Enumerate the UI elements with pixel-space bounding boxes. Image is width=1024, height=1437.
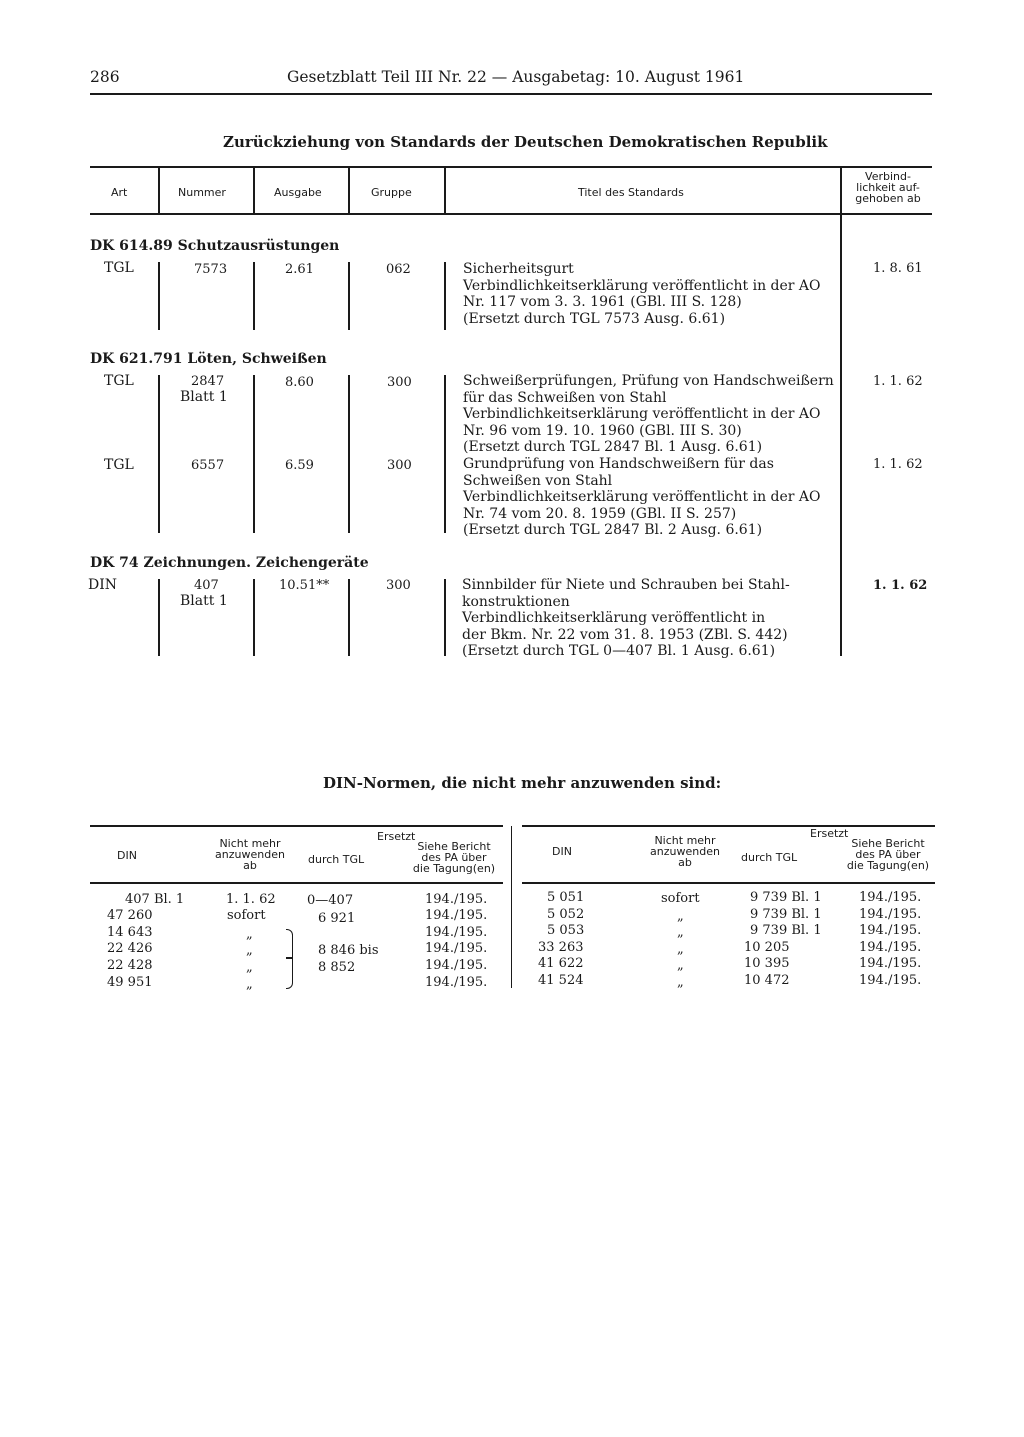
- row-gruppe: 300: [387, 375, 412, 390]
- row-titel-line: Verbindlichkeitserklärung veröffentlicht in der AO: [463, 406, 821, 422]
- din-right-col-bericht-line2: des PA über: [855, 848, 921, 861]
- din-right-ab: „: [677, 958, 684, 973]
- din-right-din: 41 524: [538, 973, 584, 988]
- din-left-col-nicht-mehr: [200, 838, 300, 871]
- row-sep: [158, 375, 160, 533]
- din-left-ab: „: [246, 960, 253, 975]
- col-sep-titel-body: [840, 214, 842, 656]
- row-nummer: 2847: [191, 374, 225, 389]
- row-titel-line: der Bkm. Nr. 22 vom 31. 8. 1953 (ZBl. S. 442): [462, 626, 788, 643]
- din-right-din: 5 052: [547, 907, 585, 922]
- din-right-col-nicht-mehr-line1: Nicht mehr: [654, 834, 716, 847]
- din-left-tgl: 6 921: [318, 911, 356, 926]
- din-left-bericht: 194./195.: [425, 958, 488, 973]
- din-left-col-bericht-line3: die Tagung(en): [412, 862, 496, 875]
- din-left-tgl: 0—407: [307, 893, 354, 908]
- row-titel-line: Sinnbilder für Niete und Schrauben bei Stahl-: [462, 577, 790, 593]
- row-titel-line: Schweißen von Stahl: [463, 472, 613, 489]
- col-sep-gruppe: [444, 168, 446, 213]
- row-ausgabe: 10.51**: [279, 578, 330, 593]
- din-left-tgl: 8 846 bis: [318, 943, 379, 958]
- row-titel: [463, 456, 821, 539]
- din-right-ab: „: [677, 909, 684, 924]
- row-sep: [158, 262, 160, 330]
- row-sep: [444, 375, 446, 533]
- row-aufgehoben: 1. 1. 62: [873, 578, 928, 593]
- row-sep: [444, 579, 446, 656]
- row-titel-line: (Ersetzt durch TGL 7573 Ausg. 6.61): [463, 310, 726, 327]
- row-titel-line: Nr. 96 vom 19. 10. 1960 (GBl. III S. 30): [463, 422, 742, 439]
- table-top-rule: [90, 166, 932, 168]
- row-art: TGL: [104, 457, 134, 473]
- col-header-gruppe: Gruppe: [371, 186, 412, 199]
- row-nummer-blatt: Blatt 1: [180, 389, 228, 405]
- col-header-aufgehoben-line2: lichkeit auf-: [856, 181, 920, 194]
- col-sep-art: [158, 168, 160, 213]
- row-sep: [348, 375, 350, 533]
- row-titel: [462, 577, 790, 660]
- din-left-col-bericht-line1: Siehe Bericht: [417, 840, 491, 853]
- col-header-aufgehoben-line1: Verbind-: [865, 170, 911, 183]
- din-right-bericht: 194./195.: [859, 956, 922, 971]
- col-sep-nummer: [253, 168, 255, 213]
- row-aufgehoben: 1. 1. 62: [873, 374, 923, 389]
- din-right-col-din: DIN: [552, 845, 572, 858]
- din-right-bericht: 194./195.: [859, 907, 922, 922]
- din-left-din: 47 260: [107, 908, 153, 923]
- row-art: TGL: [104, 260, 134, 276]
- din-left-ab: sofort: [227, 908, 266, 923]
- din-right-tgl: 10 395: [744, 956, 790, 971]
- row-sep: [253, 579, 255, 656]
- row-ausgabe: 8.60: [285, 375, 314, 390]
- din-right-bericht: 194./195.: [859, 890, 922, 905]
- din-right-din: 5 053: [547, 923, 585, 938]
- din-left-din: 22 428: [107, 958, 153, 973]
- row-sep: [444, 262, 446, 330]
- din-right-ab: „: [677, 975, 684, 990]
- din-right-tgl: 9 739 Bl. 1: [750, 923, 822, 938]
- din-right-bericht: 194./195.: [859, 973, 922, 988]
- din-left-col-nicht-mehr-line1: Nicht mehr: [219, 837, 281, 850]
- din-left-din: 407 Bl. 1: [125, 892, 185, 907]
- din-left-col-bericht: [404, 841, 504, 874]
- din-right-col-bericht-line3: die Tagung(en): [846, 859, 930, 872]
- din-left-col-ersetzt: Ersetzt: [377, 830, 416, 843]
- din-right-din: 41 622: [538, 956, 584, 971]
- row-nummer: 6557: [191, 458, 225, 473]
- din-right-din: 33 263: [538, 940, 584, 955]
- row-art: DIN: [88, 577, 118, 593]
- din-right-tgl: 9 739 Bl. 1: [750, 890, 822, 905]
- din-left-bericht: 194./195.: [425, 941, 488, 956]
- din-right-tgl: 10 205: [744, 940, 790, 955]
- din-left-din: 22 426: [107, 941, 153, 956]
- col-sep-titel: [840, 168, 842, 213]
- row-titel-line: (Ersetzt durch TGL 2847 Bl. 2 Ausg. 6.61): [463, 522, 763, 538]
- row-gruppe: 300: [387, 458, 412, 473]
- row-aufgehoben: 1. 1. 62: [873, 457, 923, 472]
- din-right-col-nicht-mehr-line2: anzuwenden: [650, 845, 720, 858]
- din-left-header-rule: [90, 882, 503, 884]
- din-left-tgl: 8 852: [318, 960, 356, 975]
- din-right-bericht: 194./195.: [859, 940, 922, 955]
- din-left-top-rule: [90, 825, 503, 827]
- din-left-col-nicht-mehr-line2: anzuwenden: [215, 848, 285, 861]
- din-right-ab: sofort: [661, 891, 700, 906]
- col-sep-ausgabe: [348, 168, 350, 213]
- row-group-brace: [286, 929, 293, 959]
- row-ausgabe: 2.61: [285, 262, 314, 277]
- row-titel-line: Nr. 74 vom 20. 8. 1959 (GBl. II S. 257): [463, 505, 737, 522]
- row-gruppe: 062: [386, 262, 411, 277]
- col-header-aufgehoben-line3: gehoben ab: [855, 192, 921, 205]
- row-sep: [158, 579, 160, 656]
- row-nummer: 7573: [194, 262, 228, 277]
- row-nummer-blatt: Blatt 1: [180, 593, 228, 609]
- section-heading: DK 74 Zeichnungen. Zeichengeräte: [90, 555, 369, 571]
- row-titel-line: (Ersetzt durch TGL 0—407 Bl. 1 Ausg. 6.61): [462, 643, 776, 659]
- din-left-ab: „: [246, 943, 253, 958]
- withdrawal-title: Zurückziehung von Standards der Deutschen Demokratischen Republik: [223, 133, 828, 151]
- row-sep: [253, 262, 255, 330]
- din-right-din: 5 051: [547, 890, 585, 905]
- din-left-col-bericht-line2: des PA über: [421, 851, 487, 864]
- din-right-col-bericht: [838, 838, 938, 871]
- din-right-col-nicht-mehr: [635, 835, 735, 868]
- row-titel-line: konstruktionen: [462, 593, 570, 610]
- din-right-header-rule: [522, 882, 935, 884]
- din-right-col-bericht-line1: Siehe Bericht: [851, 837, 925, 850]
- din-left-bericht: 194./195.: [425, 892, 488, 907]
- din-left-din: 49 951: [107, 975, 153, 990]
- col-header-art: Art: [111, 186, 128, 199]
- din-right-tgl: 10 472: [744, 973, 790, 988]
- din-left-ab: 1. 1. 62: [226, 892, 276, 907]
- page-number: 286: [90, 68, 120, 86]
- row-sep: [348, 262, 350, 330]
- table-header-rule: [90, 213, 932, 215]
- din-right-col-nicht-mehr-line3: ab: [678, 856, 692, 869]
- din-right-ab: „: [677, 925, 684, 940]
- row-group-brace: [286, 957, 293, 989]
- row-gruppe: 300: [386, 578, 411, 593]
- din-left-col-din: DIN: [117, 849, 137, 862]
- row-art: TGL: [104, 373, 134, 389]
- row-titel-line: Sicherheitsgurt: [463, 261, 574, 277]
- running-title: Gesetzblatt Teil III Nr. 22 — Ausgabetag: 10. August 1961: [287, 68, 745, 86]
- row-titel: [463, 261, 821, 327]
- din-left-ab: „: [246, 977, 253, 992]
- din-left-col-durch-tgl: durch TGL: [308, 853, 365, 866]
- col-header-titel: Titel des Standards: [578, 186, 684, 199]
- din-left-din: 14 643: [107, 925, 153, 940]
- row-titel-line: Verbindlichkeitserklärung veröffentlicht in der AO: [463, 277, 821, 294]
- row-aufgehoben: 1. 8. 61: [873, 261, 923, 276]
- row-titel-line: Grundprüfung von Handschweißern für das: [463, 456, 774, 472]
- row-titel-line: Nr. 117 vom 3. 3. 1961 (GBl. III S. 128): [463, 294, 742, 310]
- din-left-col-nicht-mehr-line3: ab: [243, 859, 257, 872]
- din-right-ab: „: [677, 942, 684, 957]
- col-header-nummer: Nummer: [178, 186, 226, 199]
- row-titel-line: Verbindlichkeitserklärung veröffentlicht in der AO: [463, 489, 821, 505]
- row-titel: [463, 373, 834, 456]
- row-nummer: 407: [194, 578, 219, 593]
- din-right-top-rule: [522, 825, 935, 827]
- section-heading: DK 614.89 Schutzausrüstungen: [90, 238, 340, 254]
- din-left-bericht: 194./195.: [425, 908, 488, 923]
- col-header-ausgabe: Ausgabe: [274, 186, 322, 199]
- row-ausgabe: 6.59: [285, 458, 314, 473]
- din-left-bericht: 194./195.: [425, 925, 488, 940]
- din-norms-title: DIN-Normen, die nicht mehr anzuwenden sind:: [323, 774, 722, 792]
- section-heading: DK 621.791 Löten, Schweißen: [90, 351, 327, 367]
- header-rule: [90, 93, 932, 95]
- col-header-aufgehoben: [843, 171, 933, 204]
- din-right-tgl: 9 739 Bl. 1: [750, 907, 822, 922]
- row-titel-line: Schweißerprüfungen, Prüfung von Handschweißern: [463, 373, 834, 389]
- din-left-bericht: 194./195.: [425, 975, 488, 990]
- row-titel-line: für das Schweißen von Stahl: [463, 389, 667, 406]
- row-sep: [253, 375, 255, 533]
- din-left-ab: „: [246, 927, 253, 942]
- row-sep: [348, 579, 350, 656]
- din-right-col-ersetzt: Ersetzt: [810, 827, 849, 840]
- row-titel-line: Verbindlichkeitserklärung veröffentlicht in: [462, 610, 766, 626]
- din-right-col-durch-tgl: durch TGL: [741, 851, 798, 864]
- din-middle-divider: [511, 826, 512, 988]
- row-titel-line: (Ersetzt durch TGL 2847 Bl. 1 Ausg. 6.61): [463, 439, 763, 455]
- din-right-bericht: 194./195.: [859, 923, 922, 938]
